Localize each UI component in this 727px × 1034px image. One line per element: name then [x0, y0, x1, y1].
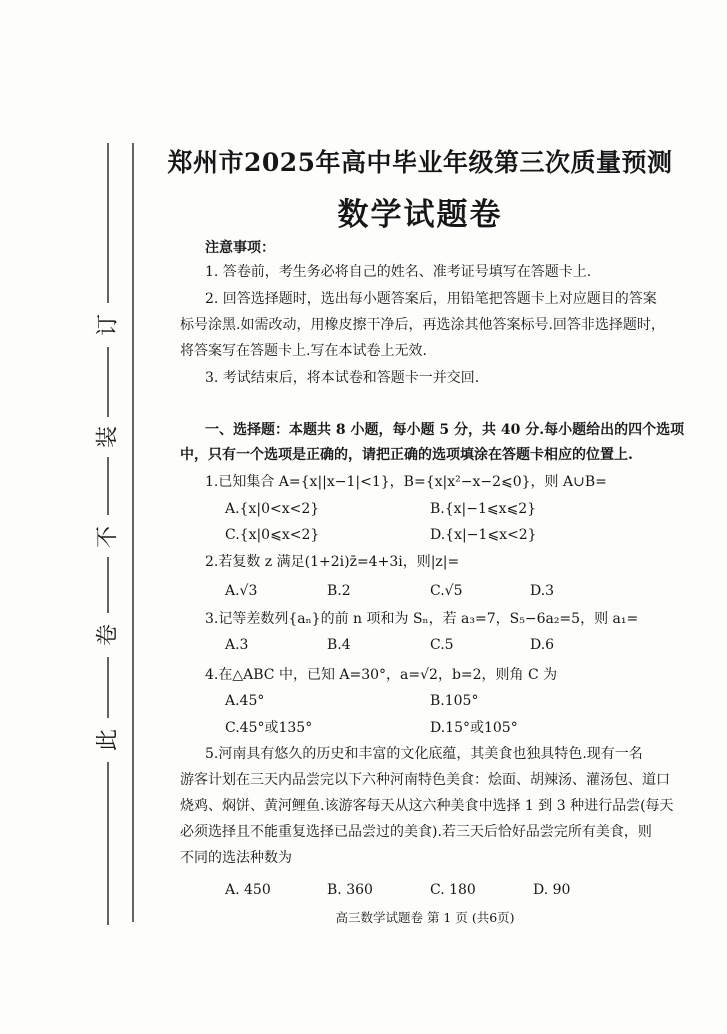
answer-option: B.2 [327, 583, 351, 599]
binding-char: 装 [95, 425, 121, 449]
answer-option: A.{x|0<x<2} [225, 501, 320, 517]
answer-option: B.105° [430, 693, 479, 709]
section-instructions: 中，只有一个选项是正确的，请把正确的选项填涂在答题卡相应的位置上. [180, 447, 633, 463]
answer-option: C.5 [430, 637, 454, 653]
notice-line: 将答案写在答题卡上.写在本试卷上无效. [180, 343, 427, 359]
question-stem: 5.河南具有悠久的历史和丰富的文化底蕴，其美食也独具特色.现有一名 [205, 746, 643, 762]
exam-title: 郑州市2025年高中毕业年级第三次质量预测 [167, 148, 673, 177]
answer-option: C. 180 [430, 882, 476, 898]
binding-char: 订 [95, 313, 121, 337]
question-stem: 2.若复数 z 满足(1+2i)z̄=4+3i，则|z|= [205, 554, 460, 570]
notice-line: 3. 考试结束后，将本试卷和答题卡一并交回. [205, 370, 480, 386]
answer-option: D.15°或105° [430, 720, 518, 736]
answer-option: D.3 [530, 583, 555, 599]
question-stem: 4.在△ABC 中，已知 A=30°，a=√2，b=2，则角 C 为 [205, 667, 558, 683]
answer-option: B.{x|−1⩽x⩽2} [430, 501, 537, 517]
notice-line: 标号涂黑.如需改动，用橡皮擦干净后，再选涂其他答案标号.回答非选择题时， [180, 317, 665, 333]
question-stem: 3.记等差数列{aₙ}的前 n 项和为 Sₙ，若 a₃=7，S₅−6a₂=5，则 a₁= [205, 611, 639, 627]
answer-option: C.45°或135° [225, 720, 313, 736]
binding-char: 不 [95, 525, 121, 549]
notice-line: 1. 答卷前，考生务必将自己的姓名、准考证号填写在答题卡上. [205, 264, 592, 280]
binding-margin [80, 0, 140, 1034]
answer-option: A. 450 [225, 882, 271, 898]
question-stem: 游客计划在三天内品尝完以下六种河南特色美食：烩面、胡辣汤、灌汤包、道口 [180, 772, 670, 788]
answer-option: A.45° [225, 693, 265, 709]
notice-heading: 注意事项： [205, 240, 275, 256]
answer-option: D.6 [530, 637, 555, 653]
question-stem: 不同的选法种数为 [180, 850, 292, 866]
answer-option: C.√5 [430, 583, 463, 599]
answer-option: B.4 [327, 637, 351, 653]
question-stem: 1.已知集合 A={x||x−1|<1}，B={x|x²−x−2⩽0}，则 A∪B= [205, 474, 607, 490]
question-stem: 烧鸡、焖饼、黄河鲤鱼.该游客每天从这六种美食中选择 1 到 3 种进行品尝(每天 [180, 798, 674, 814]
page-footer: 高三数学试题卷 第 1 页 (共6页) [335, 910, 515, 925]
question-stem: 必须选择且不能重复选择已品尝过的美食).若三天后恰好品尝完所有美食，则 [180, 824, 652, 840]
answer-option: A.√3 [225, 583, 258, 599]
notice-line: 2. 回答选择题时，选出每小题答案后，用铅笔把答题卡上对应题目的答案 [205, 291, 657, 307]
section-instructions: 一、选择题：本题共 8 小题，每小题 5 分，共 40 分.每小题给出的四个选项 [205, 422, 685, 438]
answer-option: D. 90 [533, 882, 571, 898]
answer-option: D.{x|−1⩽x<2} [430, 527, 537, 543]
answer-option: B. 360 [327, 882, 373, 898]
binding-char: 卷 [95, 623, 121, 647]
exam-subtitle: 数学试题卷 [337, 197, 503, 233]
answer-option: C.{x|0⩽x<2} [225, 527, 320, 543]
answer-option: A.3 [225, 637, 249, 653]
binding-char: 此 [95, 728, 121, 752]
